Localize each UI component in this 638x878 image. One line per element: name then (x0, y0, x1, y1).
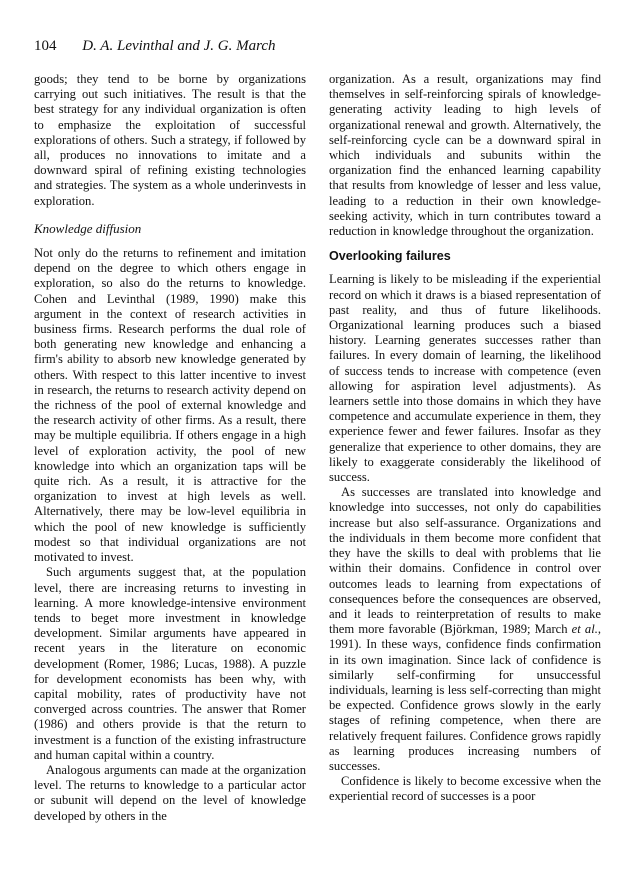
citation-et-al: et al. (571, 622, 598, 637)
paragraph: Confidence is likely to become excessive when the experiential record of successes is a poor (329, 774, 601, 804)
page-header (34, 38, 276, 55)
paragraph-text: As successes are translated into knowledge and knowledge into successes, not only do capabilities increase but also self-assurance. Organizations and the individuals in them become more confident that they have the skills to deal with problems that lie within their domains. Confidence in control over outcomes leads to learning from expectations of consequences before the consequences are observed, and it leads to reinterpretation of results to make them more favorable (Björkman, 1989; March (329, 485, 601, 637)
paragraph (329, 485, 601, 774)
paragraph: Such arguments suggest that, at the population level, there are increasing returns to investing in learning. A more knowledge-intensive environment tends to beget more investment in knowledge development. Similar arguments have appeared in recent years in the literature on economic development (Romer, 1986; Lucas, 1988). A puzzle for development economists has been why, with capital mobility, rates of productivity have not converged across countries. The answer that Romer (1986) and others provide is that the return to investment is a function of the existing infrastructure and human capital within a country. (34, 565, 306, 762)
paragraph: goods; they tend to be borne by organizations carrying out such initiatives. The result is that the best strategy for any individual organization is often to emphasize the exploitation of successful explorations of others. Such a strategy, if followed by all, produces no innovations to imitate and a downward spiral of refining existing technologies and strategies. The system as a whole underinvests in exploration. (34, 72, 306, 208)
section-heading: Overlooking failures (329, 249, 451, 264)
paragraph: Analogous arguments can made at the organization level. The returns to knowledge to a particular actor or subunit will depend on the level of knowledge developed by others in the (34, 762, 306, 823)
paragraph: Not only do the returns to refinement and imitation depend on the degree to which others engage in exploration, so also do the returns to knowledge. Cohen and Levinthal (1989, 1990) make this argument in the context of research activities in business firms. Research performs the dual role of both generating new knowledge and enhancing a firm's ability to absorb new knowledge generated by others. With respect to this latter incentive to invest in research, the returns to research activity depend on the richness of the pool of external knowledge and the research activity of other firms. As a result, there may be multiple equilibria. If others engage in a high level of exploration activity, the pool of new knowledge into which an organization taps will be quite rich. As a result, it is attractive for the organization to invest at high levels as well. Alternatively, there may be low-level equilibria in which the pool of new knowledge is sufficiently modest so that individual organizations are not motivated to invest. (34, 246, 306, 565)
paragraph-text: , 1991). In these ways, confidence finds confirmation in its own imagination. Since lack of confidence is similarly self-confirming for unsuccessful individuals, learning is less self-correcting than might be expected. Confidence grows slowly in the early stages of refining competence, when there are relatively frequent failures. Confidence grows rapidly as learning produces increasing numbers of successes. (329, 622, 601, 773)
right-column (329, 72, 601, 805)
page-number: 104 (34, 38, 57, 54)
subsection-heading: Knowledge diffusion (34, 220, 142, 236)
left-column (34, 72, 306, 824)
paragraph: Learning is likely to be misleading if the experiential record on which it draws is a biased representation of past reality, and thus of future likelihoods. Organizational learning produces such a biased history. Learning generates successes rather than failures. In every domain of learning, the likelihood of success tends to increase with competence (even allowing for aspiration level adjustments). As learners settle into those domains in which they have competence and accumulate experience in them, they experience fewer and fewer failures. Insofar as they generalize that experience to other domains, they are likely to exaggerate considerably the likelihood of success. (329, 272, 601, 485)
paragraph: organization. As a result, organizations may find themselves in self-reinforcing spirals of knowledge-generating activity leading to high levels of organizational renewal and growth. Alternatively, the self-reinforcing cycle can be a downward spiral in which individuals and subunits within the organization find the enhanced learning capability that results from knowledge of lesser and less value, leading to a reduction in their own knowledge-seeking activity, which in turn contributes toward a reduction in knowledge throughout the organization. (329, 72, 601, 239)
running-head-authors: D. A. Levinthal and J. G. March (82, 38, 276, 54)
